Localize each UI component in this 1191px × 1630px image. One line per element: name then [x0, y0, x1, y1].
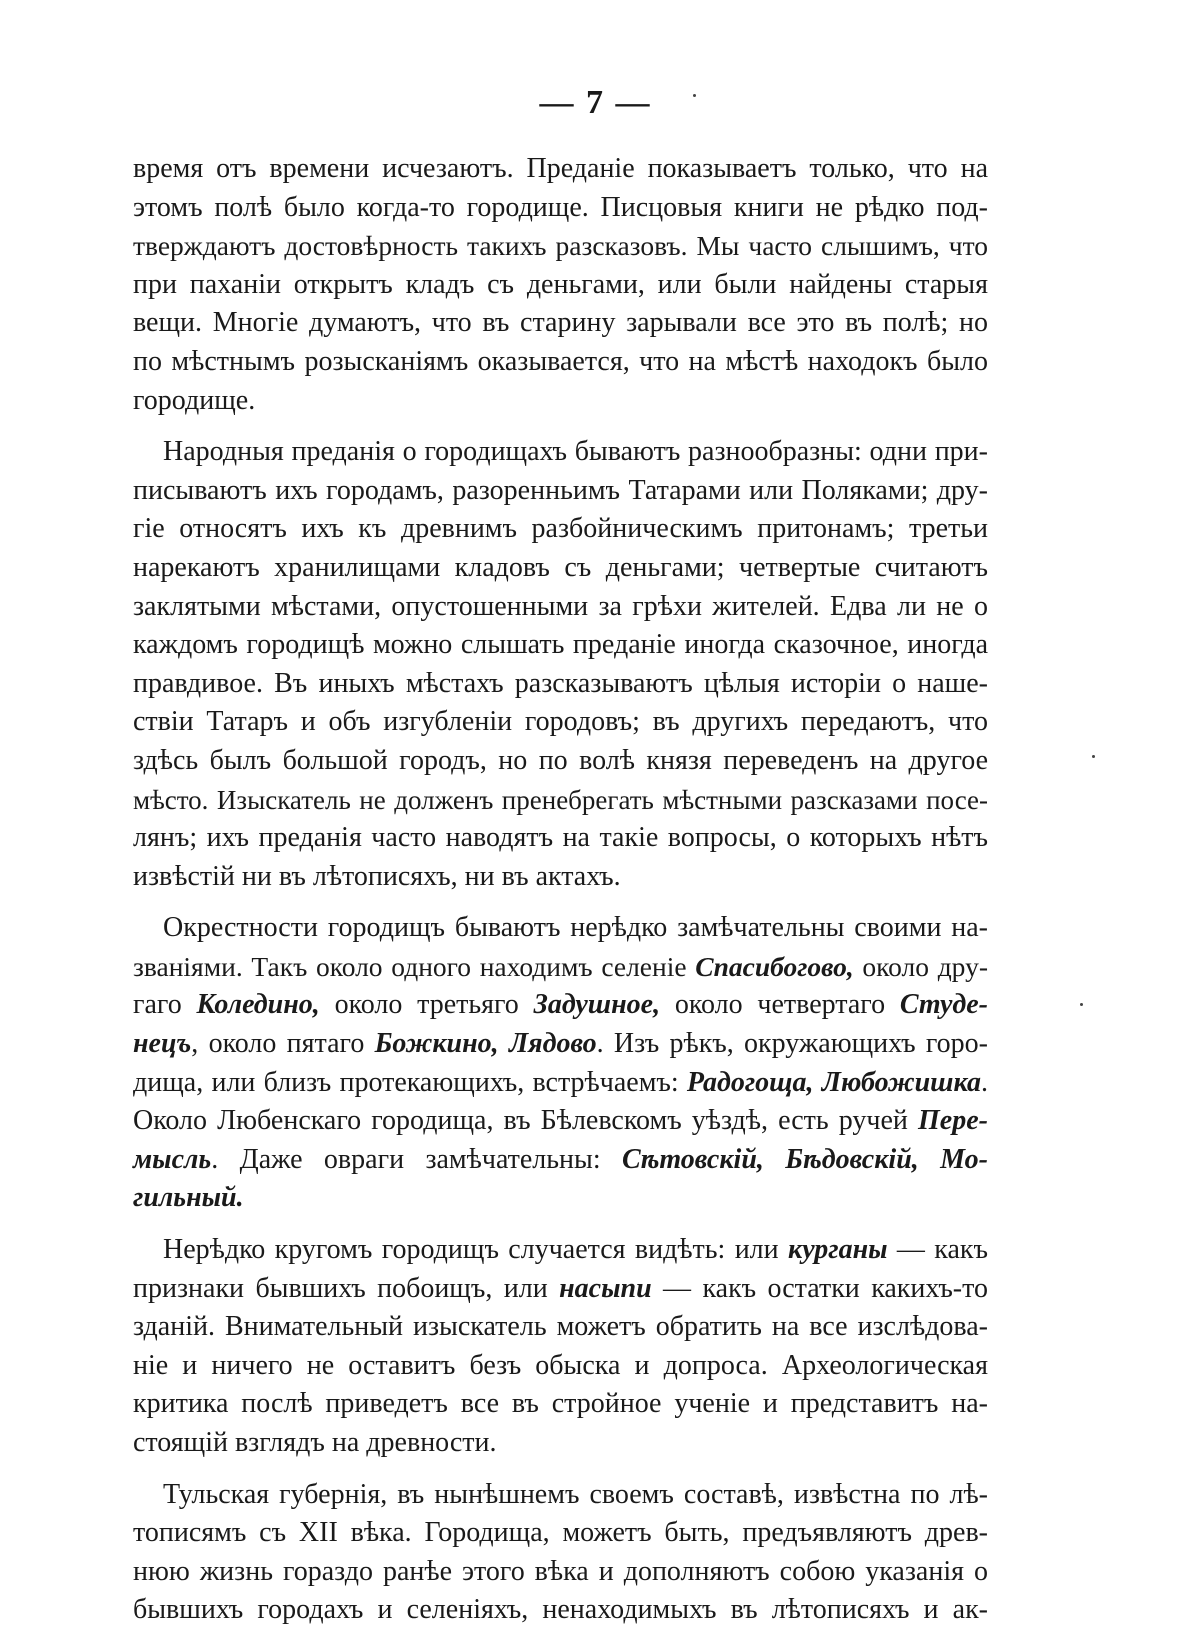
text-line	[133, 1179, 988, 1218]
scan-speck	[693, 94, 696, 97]
text-line: зданій. Внимательный изыскатель можетъ обратить на все изслѣдова-	[133, 1311, 988, 1343]
text-line: ніе и ничего не оставитъ безъ обыска и допроса. Археологическая	[133, 1349, 988, 1381]
text-line: званіями. Такъ около одного находимъ селеніе Спасибогово, около дру-	[133, 950, 988, 982]
place-name: Студе-	[899, 989, 988, 1021]
text-line: гаго Коледино, около третьяго Задушное, около четвертаго Студе-	[133, 989, 988, 1021]
ravine-names: Сѣтовскій, Бѣдовскій, Мо-	[622, 1143, 988, 1175]
text-line: Около Любенскаго городища, въ Бѣлевскомъ уѣздѣ, есть ручей Пере-	[133, 1105, 988, 1137]
text-line: писываютъ ихъ городамъ, разоренньимъ Татарами или Поляками; дру-	[133, 474, 988, 506]
stream-name: Пере-	[918, 1105, 988, 1137]
term: насыпи	[559, 1272, 652, 1304]
text-line: лянъ; ихъ преданія часто наводятъ на такіе вопросы, о которыхъ нѣтъ	[133, 822, 988, 854]
text-line: тописямъ съ XII вѣка. Городища, можетъ быть, предъявляютъ древ-	[133, 1517, 988, 1549]
text-line: извѣстій ни въ лѣтописяхъ, ни въ актахъ.	[133, 860, 621, 892]
text-line: мысль. Даже овраги замѣчательны: Сѣтовскій, Бѣдовскій, Мо-	[133, 1143, 988, 1175]
text-line: вещи. Многіе думаютъ, что въ старину зарывали все это въ полѣ; но	[133, 307, 988, 339]
place-name: Спасибогово,	[695, 950, 854, 982]
text-line: Народныя преданія о городищахъ бываютъ разнообразны: одни при-	[163, 436, 988, 468]
text-line: Нерѣдко кругомъ городищъ случается видѣть: или курганы — какъ	[163, 1234, 988, 1266]
term: курганы	[788, 1234, 888, 1266]
text-line: Окрестности городищъ бываютъ нерѣдко замѣчательны своими на-	[163, 912, 988, 944]
text-line: этомъ полѣ было когда-то городище. Писцовыя книги не рѣдко под-	[133, 191, 988, 223]
text-line: при паханіи открытъ кладъ съ деньгами, или были найдены старыя	[133, 268, 988, 300]
river-name: Радогоща, Любожишка	[686, 1066, 981, 1098]
place-name: Задушное,	[533, 989, 661, 1021]
text-line: нецъ, около пятаго Божкино, Лядово. Изъ рѣкъ, окружающихъ горо-	[133, 1028, 988, 1060]
text-line: нюю жизнь гораздо ранѣе этого вѣка и дополняютъ собою указанія о	[133, 1555, 988, 1587]
place-name: нецъ	[133, 1028, 192, 1060]
page-number: — 7 —	[539, 84, 652, 121]
text-line: правдивое. Въ иныхъ мѣстахъ разсказываютъ цѣлыя исторіи о наше-	[133, 667, 988, 699]
text-line: здѣсь былъ большой городъ, но по волѣ князя переведенъ на другое	[133, 744, 988, 776]
text-line: Тульская губернія, въ нынѣшнемъ своемъ составѣ, извѣстна по лѣ-	[163, 1478, 988, 1510]
ravine-names: гильный.	[133, 1182, 244, 1214]
text-line: ствіи Татаръ и объ изгубленіи городовъ; въ другихъ передаютъ, что	[133, 706, 988, 738]
text-line: мѣсто. Изыскатель не долженъ пренебрегать мѣстными разсказами посе-	[133, 784, 988, 815]
text-line: по мѣстнымъ розысканіямъ оказывается, что на мѣстѣ находокъ было	[133, 345, 988, 377]
text-line: признаки бывшихъ побоищъ, или насыпи — какъ остатки какихъ-то	[133, 1272, 988, 1304]
text-line: гіе относятъ ихъ къ древнимъ разбойническимъ притонамъ; третьи	[133, 513, 988, 545]
stream-name: мысль	[133, 1143, 212, 1175]
text-line: заклятыми мѣстами, опустошенными за грѣхи жителей. Едва ли не о	[133, 590, 988, 622]
scan-speck	[1092, 755, 1095, 758]
text-line: каждомъ городищѣ можно слышать преданіе иногда сказочное, иногда	[133, 629, 988, 661]
text-line: нарекаютъ хранилищами кладовъ съ деньгами; четвертые считаютъ	[133, 551, 988, 583]
scan-speck	[1080, 1003, 1083, 1006]
text-line: бывшихъ городахъ и селеніяхъ, ненаходимыхъ въ лѣтописяхъ и ак-	[133, 1594, 988, 1626]
text-line: тверждаютъ достовѣрность такихъ разсказовъ. Мы часто слышимъ, что	[133, 230, 988, 262]
text-line: время отъ времени исчезаютъ. Преданіе показываетъ только, что на	[133, 153, 988, 184]
body-text	[133, 150, 988, 1630]
place-name: Божкино, Лядово	[374, 1028, 597, 1060]
text-line: критика послѣ приведетъ все въ стройное ученіе и представитъ на-	[133, 1388, 988, 1420]
text-line: дища, или близъ протекающихъ, встрѣчаемъ: Радогоща, Любожишка.	[133, 1066, 988, 1098]
text-line: городище.	[133, 384, 256, 416]
text-line: стоящій взглядъ на древности.	[133, 1427, 497, 1458]
place-name: Коледино,	[196, 989, 320, 1021]
